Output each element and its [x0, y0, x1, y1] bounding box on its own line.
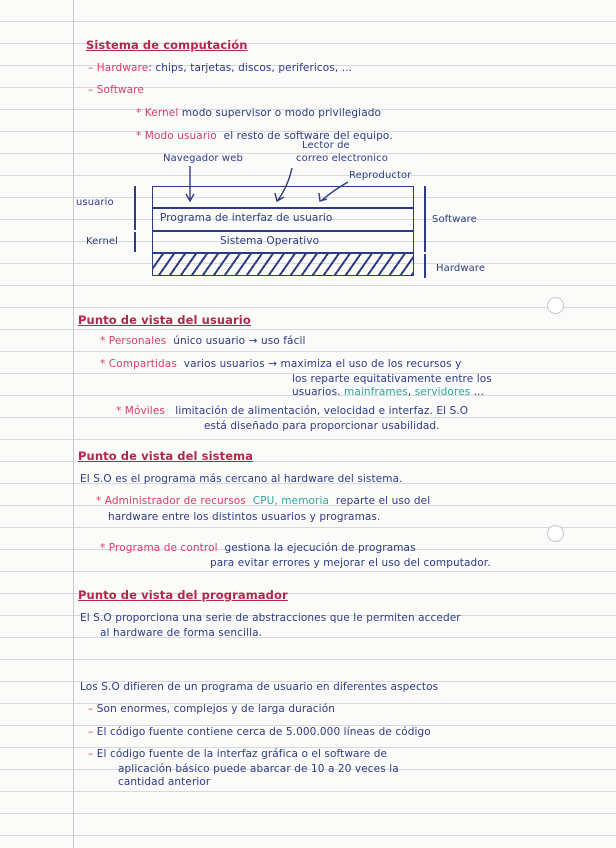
- personales-label: Personales: [108, 335, 167, 347]
- diagram-app-reproductor: Reproductor: [349, 170, 412, 181]
- compartidas-label: Compartidas: [108, 358, 177, 370]
- diferencias-item-2: – El código fuente contiene cerca de 5.000.000 líneas de código: [88, 726, 431, 738]
- mainframes-highlight: mainframes: [344, 386, 408, 398]
- personales-item: * Personales único usuario → uso fácil: [100, 335, 306, 347]
- hardware-label: Hardware: [96, 62, 149, 74]
- sistema-intro: El S.O es el programa más cercano al hardware del sistema.: [80, 473, 403, 485]
- diagram-app-lector-line2: correo electronico: [296, 153, 388, 164]
- compartidas-line3: usuarios. mainframes, servidores ...: [292, 386, 485, 398]
- section-title-sistema: Punto de vista del sistema: [78, 449, 254, 463]
- label-usuario: usuario: [76, 197, 114, 208]
- modo-usuario-item: * Modo usuario el resto de software del equipo.: [136, 130, 393, 142]
- personales-text: único usuario → uso fácil: [173, 335, 306, 347]
- label-software: Software: [432, 214, 477, 225]
- hardware-item: – Hardware: chips, tarjetas, discos, perifericos, ...: [88, 62, 353, 74]
- diagram-divider: [152, 207, 414, 209]
- kernel-label: Kernel: [144, 107, 179, 119]
- administrador-item: * Administrador de recursos CPU, memoria reparte el uso del: [96, 495, 431, 507]
- compartidas-item: * Compartidas varios usuarios → maximiza el uso de los recursos y: [100, 358, 462, 370]
- bracket-usuario: [134, 186, 136, 230]
- software-label: Software: [96, 84, 144, 96]
- diferencias-item-3-line3: cantidad anterior: [118, 776, 211, 788]
- administrador-line2: hardware entre los distintos usuarios y programas.: [108, 511, 381, 523]
- kernel-text: modo supervisor o modo privilegiado: [181, 107, 382, 119]
- kernel-item: * Kernel modo supervisor o modo privilegiado: [136, 107, 382, 119]
- compartidas-ellipsis: ...: [473, 386, 485, 398]
- servidores-highlight: servidores: [414, 386, 471, 398]
- software-item: – Software: [88, 84, 144, 96]
- diferencias-item-3-line2: aplicación básico puede abarcar de 10 a 20 veces la: [118, 763, 399, 775]
- moviles-line1: limitación de alimentación, velocidad e interfaz. El S.O: [175, 405, 469, 417]
- control-line1: gestiona la ejecución de programas: [224, 542, 416, 554]
- programador-line2: al hardware de forma sencilla.: [100, 627, 263, 639]
- compartidas-prefix: usuarios.: [292, 386, 341, 398]
- layer-programa-interfaz: Programa de interfaz de usuario: [160, 212, 333, 224]
- control-item: * Programa de control gestiona la ejecución de programas: [100, 542, 416, 554]
- bracket-hardware: [424, 254, 426, 278]
- administrador-examples: CPU, memoria: [252, 495, 330, 507]
- diagram-app-lector-line1: Lector de: [302, 140, 350, 151]
- diferencias-item-1: – Son enormes, complejos y de larga duración: [88, 703, 335, 715]
- bracket-kernel: [134, 232, 136, 252]
- control-label: Programa de control: [108, 542, 218, 554]
- modo-usuario-label: Modo usuario: [144, 130, 217, 142]
- binder-hole: [547, 525, 564, 542]
- programador-line1: El S.O proporciona una serie de abstracciones que le permiten acceder: [80, 612, 461, 624]
- section-title-sistema-computacion: Sistema de computación: [86, 38, 248, 52]
- compartidas-line1: varios usuarios → maximiza el uso de los recursos y: [183, 358, 462, 370]
- administrador-line1: reparte el uso del: [335, 495, 431, 507]
- modo-usuario-text: el resto de software del equipo.: [223, 130, 393, 142]
- layer-sistema-operativo: Sistema Operativo: [220, 235, 320, 247]
- diagram-divider: [152, 230, 414, 232]
- diferencias-item-3: – El código fuente de la interfaz gráfica o el software de: [88, 748, 388, 760]
- compartidas-line2: los reparte equitativamente entre los: [292, 373, 492, 385]
- section-title-usuario: Punto de vista del usuario: [78, 313, 251, 327]
- moviles-label: Móviles: [124, 405, 165, 417]
- diagram-app-navegador: Navegador web: [163, 153, 243, 164]
- moviles-line2: está diseñado para proporcionar usabilidad.: [204, 420, 440, 432]
- bracket-software: [424, 186, 426, 252]
- administrador-label: Administrador de recursos: [104, 495, 246, 507]
- control-line2: para evitar errores y mejorar el uso del computador.: [210, 557, 491, 569]
- diferencias-intro: Los S.O difieren de un programa de usuario en diferentes aspectos: [80, 681, 439, 693]
- section-title-programador: Punto de vista del programador: [78, 588, 288, 602]
- layer-hardware-hatched: [152, 252, 414, 276]
- moviles-item: * Móviles limitación de alimentación, velocidad e interfaz. El S.O: [116, 405, 469, 417]
- label-hardware: Hardware: [436, 263, 486, 274]
- hardware-text: : chips, tarjetas, discos, perifericos, ...: [148, 62, 353, 74]
- label-kernel: Kernel: [86, 236, 119, 247]
